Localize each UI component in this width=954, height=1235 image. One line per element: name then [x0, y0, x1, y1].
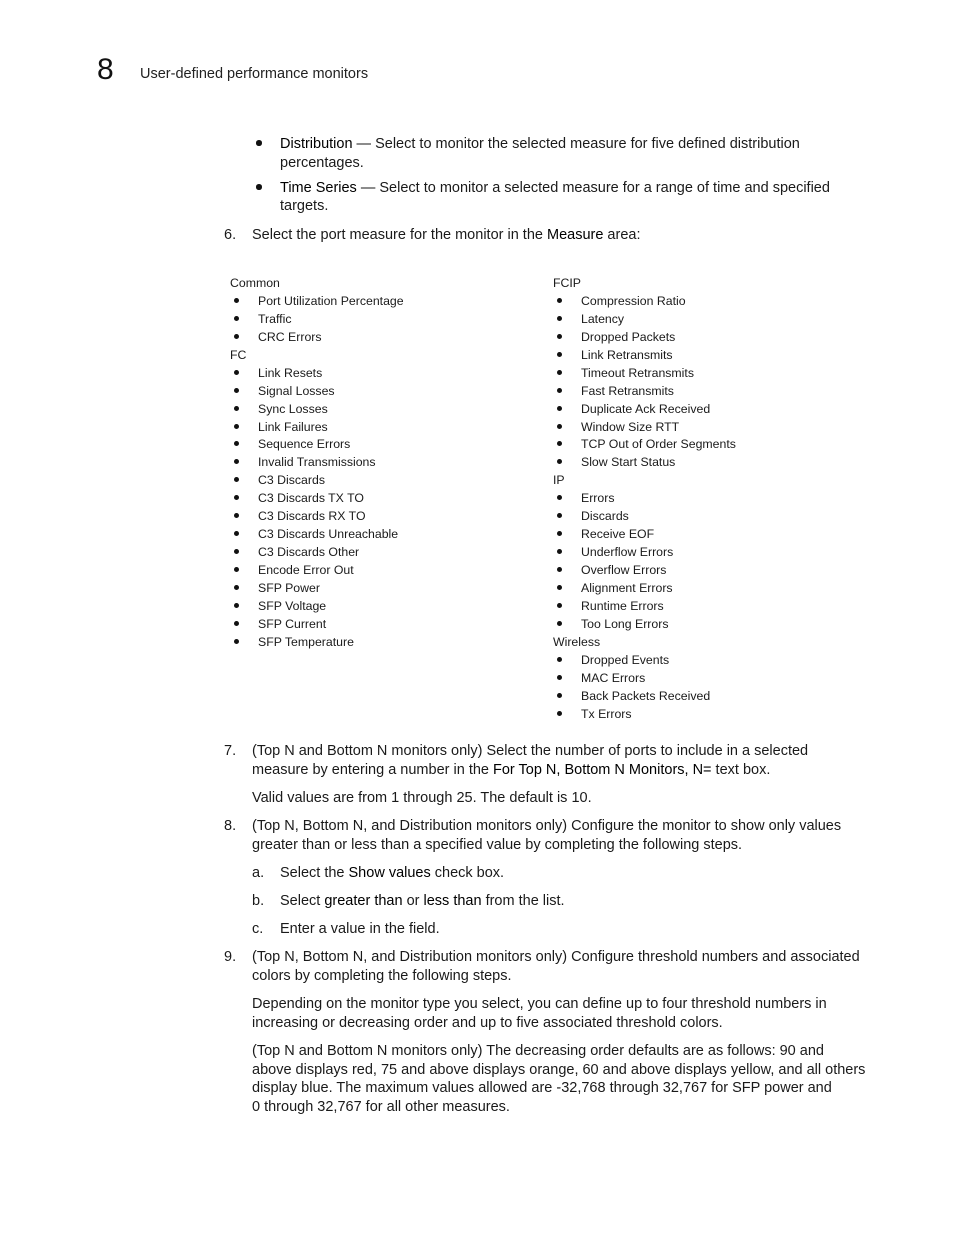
measure-list-item	[230, 293, 530, 311]
measure-label: Receive EOF	[581, 527, 655, 542]
measure-label: Slow Start Status	[581, 455, 676, 470]
bullet-icon	[557, 352, 562, 357]
step-8b-text: Select greater than or less than from the list.	[280, 893, 565, 909]
bullet-icon	[234, 513, 239, 518]
measure-list-item	[230, 580, 530, 598]
measure-list-item	[230, 329, 530, 347]
bullet-icon	[557, 603, 562, 608]
chapter-number: 8	[97, 53, 114, 86]
bullet-icon	[234, 334, 239, 339]
step-8a-label: a.	[252, 865, 265, 881]
bullet-icon	[234, 316, 239, 321]
measure-label: Dropped Events	[581, 652, 670, 667]
measure-label: Link Retransmits	[581, 347, 673, 362]
measure-label: Window Size RTT	[581, 419, 680, 434]
measure-label: C3 Discards	[258, 473, 325, 488]
measure-label: C3 Discards TX TO	[258, 491, 364, 506]
measure-list-item	[230, 383, 530, 401]
step-8b-label: b.	[252, 893, 265, 909]
measure-list-item	[553, 670, 853, 688]
show-values-term: Show values	[348, 865, 431, 881]
measure-label: Underflow Errors	[581, 545, 674, 560]
bullet-icon	[557, 711, 562, 716]
step-6-text: Select the port measure for the monitor in the Measure area:	[252, 227, 641, 243]
measure-list-item	[230, 598, 530, 616]
measure-label: SFP Power	[258, 580, 320, 595]
measure-label: TCP Out of Order Segments	[581, 437, 736, 452]
measure-label: Fast Retransmits	[581, 383, 674, 398]
measure-label: SFP Voltage	[258, 598, 327, 613]
bullet-icon	[234, 406, 239, 411]
measure-label: Encode Error Out	[258, 563, 354, 577]
step-9-line1: (Top N, Bottom N, and Distribution monitors only) Configure threshold numbers and associated	[252, 949, 860, 965]
bullet-icon	[234, 298, 239, 303]
measure-list-item	[553, 598, 853, 616]
distribution-line1: Distribution — Select to monitor the selected measure for five defined distribution	[280, 136, 800, 152]
measure-list-item	[553, 436, 853, 454]
measure-list-item	[553, 293, 853, 311]
measure-label: Overflow Errors	[581, 563, 667, 577]
bullet-icon	[234, 639, 239, 644]
step-7-line1: (Top N and Bottom N monitors only) Select the number of ports to include in a selected	[252, 743, 809, 759]
time-series-line1: Time Series — Select to monitor a selected measure for a range of time and specified	[280, 180, 830, 196]
bullet-icon	[557, 424, 562, 429]
measure-label: Discards	[581, 509, 629, 524]
bullet-distribution	[256, 140, 262, 146]
measure-group-heading: IP	[553, 473, 565, 488]
step-7-note: Valid values are from 1 through 25. The default is 10.	[252, 790, 592, 806]
measure-list-item	[230, 419, 530, 437]
measure-list-item	[230, 508, 530, 526]
measure-list-item	[553, 311, 853, 329]
measure-list-item	[230, 544, 530, 562]
measure-label: Signal Losses	[258, 383, 335, 398]
measure-label: Tx Errors	[581, 706, 632, 721]
measure-list-item	[553, 365, 853, 383]
measure-label: Too Long Errors	[581, 616, 669, 631]
measure-list-item	[553, 616, 853, 634]
step-9-para2-line4: 0 through 32,767 for all other measures.	[252, 1099, 510, 1115]
bullet-icon	[557, 567, 562, 572]
step-7-line2: measure by entering a number in the For Top N, Bottom N Monitors, N= text box.	[252, 762, 771, 778]
measure-column-left	[230, 275, 530, 652]
measure-group-heading: FC	[230, 347, 247, 362]
measure-list-item	[553, 580, 853, 598]
time-series-line2: targets.	[280, 198, 329, 214]
bullet-icon	[234, 585, 239, 590]
measure-label: Link Resets	[258, 365, 323, 380]
bullet-icon	[557, 585, 562, 590]
bullet-icon	[234, 441, 239, 446]
bullet-icon	[557, 621, 562, 626]
measure-label: Dropped Packets	[581, 329, 676, 344]
bullet-icon	[234, 567, 239, 572]
bullet-icon	[234, 459, 239, 464]
measure-list-item	[553, 706, 853, 724]
measure-list-item	[553, 688, 853, 706]
measure-label: Alignment Errors	[581, 580, 673, 595]
measure-label: Timeout Retransmits	[581, 365, 694, 380]
distribution-line2: percentages.	[280, 155, 364, 171]
measure-list-item	[553, 329, 853, 347]
measure-group-heading: Common	[230, 276, 280, 290]
running-header-title: User-defined performance monitors	[140, 66, 369, 82]
measure-group-heading: FCIP	[553, 276, 582, 290]
measure-list-item	[553, 347, 853, 365]
bullet-icon	[557, 693, 562, 698]
bullet-icon	[234, 549, 239, 554]
measure-label: SFP Current	[258, 616, 327, 631]
step-8c-label: c.	[252, 921, 264, 937]
bullet-icon	[234, 531, 239, 536]
measure-label: Traffic	[258, 311, 292, 326]
step-6-number: 6.	[224, 227, 237, 243]
measure-label: Sequence Errors	[258, 437, 351, 452]
measure-list-item	[553, 508, 853, 526]
step-8-line1: (Top N, Bottom N, and Distribution monitors only) Configure the monitor to show only values	[252, 818, 842, 834]
less-than-term: less than	[423, 893, 482, 909]
step-9-para2-line2: above displays red, 75 and above displays orange, 60 and above displays yellow, and all others	[252, 1062, 866, 1078]
measure-list-item	[230, 562, 530, 580]
bullet-icon	[557, 441, 562, 446]
measure-column-right	[553, 275, 853, 723]
measure-label: Sync Losses	[258, 401, 328, 416]
measure-list-item	[230, 634, 530, 652]
step-8-number: 8.	[224, 818, 237, 834]
bullet-icon	[557, 406, 562, 411]
bullet-icon	[557, 531, 562, 536]
step-9-number: 9.	[224, 949, 237, 965]
measure-label: Invalid Transmissions	[258, 455, 376, 470]
measure-list-item	[553, 490, 853, 508]
bullet-icon	[557, 675, 562, 680]
greater-than-term: greater than	[324, 893, 403, 909]
measure-label: Port Utilization Percentage	[258, 293, 404, 308]
measure-list-item	[230, 311, 530, 329]
bullet-icon	[234, 603, 239, 608]
bullet-icon	[557, 657, 562, 662]
bullet-icon	[557, 316, 562, 321]
measure-list-item	[553, 454, 853, 472]
measure-label: Runtime Errors	[581, 598, 664, 613]
measure-term: Measure	[546, 227, 604, 243]
measure-list-item	[553, 544, 853, 562]
measure-label: Errors	[581, 491, 615, 506]
top-n-field-label: For Top N, Bottom N Monitors, N=	[493, 762, 712, 778]
measure-list-item	[553, 562, 853, 580]
bullet-icon	[557, 549, 562, 554]
measure-label: Link Failures	[258, 419, 328, 434]
step-9-para2-line1: (Top N and Bottom N monitors only) The decreasing order defaults are as follows: 90 and	[252, 1043, 824, 1059]
measure-list-item	[553, 652, 853, 670]
step-9-line2: colors by completing the following steps.	[252, 968, 512, 984]
measure-list-item	[230, 490, 530, 508]
measure-list-item	[230, 436, 530, 454]
bullet-icon	[234, 388, 239, 393]
measure-list-item	[230, 454, 530, 472]
measure-list-item	[553, 526, 853, 544]
measure-label: SFP Temperature	[258, 634, 354, 649]
measure-group-heading: Wireless	[553, 634, 601, 649]
distribution-term: Distribution	[280, 136, 353, 152]
step-8c-text: Enter a value in the field.	[280, 921, 440, 937]
step-9-para2-line3: display blue. The maximum values allowed are -32,768 through 32,767 for SFP power and	[252, 1080, 832, 1096]
step-8a-text: Select the Show values check box.	[280, 865, 505, 881]
measure-list-item	[230, 526, 530, 544]
bullet-icon	[234, 370, 239, 375]
measure-list-item	[553, 419, 853, 437]
measure-list-item	[553, 401, 853, 419]
measure-label: MAC Errors	[581, 670, 646, 685]
bullet-icon	[557, 334, 562, 339]
step-7-number: 7.	[224, 743, 237, 759]
measure-list-item	[230, 401, 530, 419]
measure-list-item	[230, 616, 530, 634]
bullet-icon	[234, 621, 239, 626]
step-8-line2: greater than or less than a specified value by completing the following steps.	[252, 837, 743, 853]
bullet-icon	[234, 477, 239, 482]
measure-list-item	[553, 383, 853, 401]
bullet-time-series	[256, 184, 262, 190]
bullet-icon	[234, 495, 239, 500]
measure-label: Back Packets Received	[581, 688, 711, 703]
measure-label: Duplicate Ack Received	[581, 401, 711, 416]
measure-label: C3 Discards Unreachable	[258, 527, 399, 542]
bullet-icon	[557, 370, 562, 375]
bullet-icon	[234, 424, 239, 429]
measure-list-item	[230, 472, 530, 490]
measure-label: C3 Discards RX TO	[258, 509, 366, 524]
measure-label: Latency	[581, 311, 625, 326]
time-series-term: Time Series	[280, 180, 357, 196]
measure-list-item	[230, 365, 530, 383]
measure-label: Compression Ratio	[581, 293, 686, 308]
step-9-para1-line1: Depending on the monitor type you select, you can define up to four threshold numbers in	[252, 996, 827, 1012]
bullet-icon	[557, 459, 562, 464]
bullet-icon	[557, 513, 562, 518]
bullet-icon	[557, 495, 562, 500]
step-9-para1-line2: increasing or decreasing order and up to five associated threshold colors.	[252, 1015, 723, 1031]
bullet-icon	[557, 298, 562, 303]
measure-label: C3 Discards Other	[258, 545, 360, 560]
bullet-icon	[557, 388, 562, 393]
measure-label: CRC Errors	[258, 329, 322, 344]
